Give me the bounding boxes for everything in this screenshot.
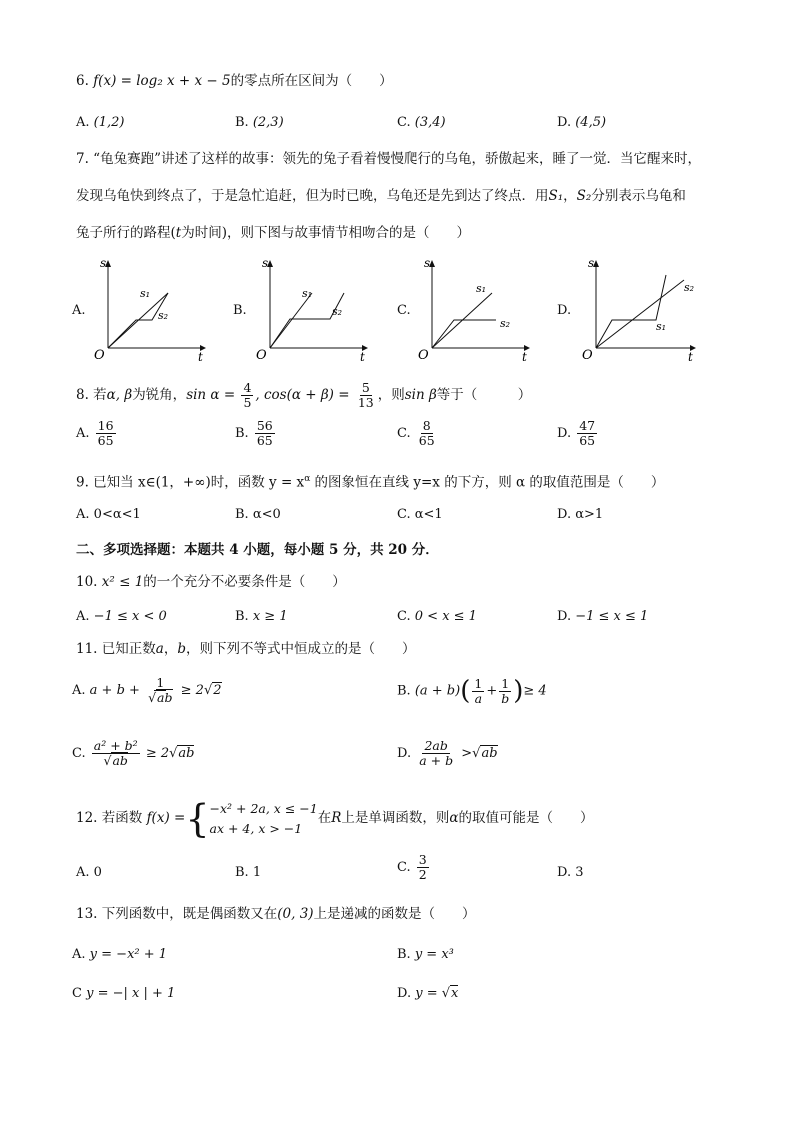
curve-label-1: s₁	[476, 282, 487, 295]
symbol-t: t	[175, 225, 182, 241]
question-7-line-3	[76, 224, 470, 242]
fraction	[255, 419, 275, 448]
denominator: a	[474, 690, 483, 706]
question-12	[76, 798, 594, 839]
denominator: √ab	[103, 753, 128, 768]
function-expression: f(x) = log₂ x + x − 5	[93, 73, 231, 89]
option-letter: D.	[557, 865, 572, 880]
option-d[interactable]	[557, 507, 603, 522]
option-a[interactable]: A. a + b + $\frac{1}{√ab}$ ≥ 2√2	[72, 675, 222, 705]
option-d[interactable]	[557, 303, 571, 318]
math: a + b +	[89, 683, 140, 698]
operator: +	[486, 683, 498, 699]
option-value: α<1	[414, 507, 443, 522]
option-a[interactable]	[76, 115, 125, 130]
fraction	[472, 677, 484, 706]
question-number: 10.	[76, 574, 98, 590]
numerator: a² + b²	[93, 738, 138, 753]
option-c[interactable]	[397, 419, 439, 448]
radicand: ab	[112, 753, 128, 768]
math: f(x) =	[146, 810, 186, 826]
text: 的图象恒在直线 y=x 的下方，则 α 的取值范围是（ ）	[310, 474, 665, 491]
math: , cos(α + β) =	[255, 387, 350, 403]
question-9	[76, 470, 664, 492]
option-letter: A.	[76, 865, 90, 880]
radicand: ab	[178, 746, 195, 761]
denominator: 5	[243, 395, 252, 410]
option-value: 3	[575, 865, 584, 880]
option-value: −1 ≤ x ≤ 1	[575, 609, 649, 624]
option-value: x ≥ 1	[252, 609, 288, 624]
text: 兔子所行的路程(	[76, 225, 176, 241]
numerator: 8	[422, 418, 431, 433]
axis-label-s: s	[100, 256, 107, 270]
option-letter: B.	[235, 115, 249, 130]
curve-label-1: s₁	[302, 287, 313, 300]
case-1: −x² + 2a, x ≤ −1	[209, 800, 318, 816]
text: 的取值可能是（ ）	[458, 810, 594, 826]
option-letter: A.	[76, 115, 90, 130]
option-b[interactable]	[235, 865, 261, 880]
option-b[interactable]	[235, 419, 277, 448]
origin-label: O	[418, 348, 429, 363]
option-a[interactable]	[76, 507, 141, 522]
graph-b	[254, 255, 374, 365]
numerator: 16	[97, 418, 114, 433]
option-letter: D.	[557, 115, 572, 130]
axis-label-s: s	[588, 256, 595, 270]
curve-label-1: s₂	[684, 281, 695, 294]
option-letter: B.	[397, 683, 411, 699]
symbol-s2: S₂	[576, 188, 592, 204]
tortoise-path	[270, 293, 312, 348]
option-value: (4,5)	[575, 115, 607, 130]
brace: {	[185, 796, 210, 841]
text: ，则下列不等式中恒成立的是（ ）	[185, 641, 416, 657]
curve-label-2: s₂	[500, 317, 511, 330]
axis-label-t: t	[360, 350, 365, 364]
numerator: 56	[256, 418, 273, 433]
question-6	[76, 72, 393, 90]
option-value: −1 ≤ x < 0	[93, 609, 167, 624]
fraction	[417, 739, 455, 768]
math: ≥ 2	[145, 746, 170, 761]
option-c[interactable]	[397, 853, 431, 882]
piecewise	[210, 799, 318, 839]
option-a[interactable]	[76, 609, 167, 624]
text: 上是递减的函数是（ ）	[313, 906, 476, 922]
option-letter: D.	[557, 507, 572, 522]
option-value: y = −| x | + 1	[86, 986, 176, 1001]
text: 发现乌龟快到终点了，于是急忙追赶，但为时已晚，乌龟还是先到达了终点．用	[76, 188, 549, 204]
option-d[interactable]: D. $\frac{2ab}{a + b}$ >√ab	[397, 738, 498, 768]
option-value: (2,3)	[252, 115, 284, 130]
question-number: 6.	[76, 73, 89, 89]
option-d[interactable]	[557, 115, 606, 130]
option-c[interactable]	[397, 609, 477, 624]
right-paren: )	[513, 676, 524, 706]
text: 为时间)，则下图与故事情节相吻合的是（ ）	[181, 225, 470, 241]
option-letter: C.	[397, 303, 411, 318]
math: ≥ 2	[180, 683, 204, 698]
fraction	[417, 419, 437, 448]
denominator: 65	[418, 433, 435, 448]
fraction	[92, 739, 140, 768]
option-d[interactable]	[557, 865, 584, 880]
option-c[interactable]: C. $\frac{\text{a² + b²}}{√ab}$ ≥ 2√ab	[72, 738, 195, 768]
option-c[interactable]	[72, 986, 175, 1001]
fraction	[356, 381, 376, 410]
numerator: 5	[361, 380, 370, 395]
fraction	[146, 676, 174, 705]
option-b[interactable]	[397, 947, 454, 962]
denominator: 65	[256, 433, 273, 448]
option-b[interactable]	[235, 507, 281, 522]
option-value: 0	[93, 865, 102, 880]
variables: α, β	[106, 387, 133, 403]
option-a[interactable]	[72, 303, 86, 318]
option-letter: D.	[397, 746, 412, 761]
option-c[interactable]	[397, 115, 446, 130]
option-d[interactable]: D. y = √x	[397, 986, 459, 1001]
math: >	[461, 746, 473, 761]
denominator: b	[501, 690, 510, 706]
option-letter: C.	[397, 609, 411, 624]
origin-label: O	[94, 348, 105, 363]
denominator: a + b	[419, 753, 454, 768]
question-7-line-2	[76, 187, 686, 205]
symbol-s1: S₁	[548, 188, 564, 204]
axis-label-t: t	[522, 350, 527, 364]
option-a[interactable]	[76, 865, 102, 880]
rabbit-path	[432, 320, 496, 348]
numerator: 4	[243, 380, 252, 395]
option-letter: D.	[557, 609, 572, 624]
option-value: y = x³	[414, 947, 454, 962]
denominator: 2	[418, 867, 427, 882]
axis-label-s: s	[262, 256, 269, 270]
option-letter: D.	[397, 986, 412, 1001]
denominator: 65	[579, 433, 596, 448]
left-paren: (	[460, 676, 471, 706]
text: ，	[163, 641, 178, 657]
question-11	[76, 640, 415, 658]
option-letter: C.	[72, 746, 86, 761]
numerator: 1	[474, 675, 483, 691]
fraction	[417, 853, 429, 882]
question-10	[76, 573, 346, 591]
text: 12. 若函数	[76, 810, 143, 826]
option-letter: C.	[397, 507, 411, 522]
option-d[interactable]	[557, 609, 648, 624]
option-value: 0<α<1	[93, 507, 141, 522]
option-letter: B.	[397, 947, 411, 962]
numerator: 2ab	[424, 738, 448, 753]
text: 13. 下列函数中，既是偶函数又在	[76, 906, 278, 922]
option-letter: C.	[397, 860, 411, 875]
question-text: 的一个充分不必要条件是（ ）	[143, 574, 346, 590]
question-text: 的零点所在区间为（ ）	[230, 73, 393, 89]
curve-label-1: s₁	[140, 287, 151, 300]
option-letter: B.	[235, 507, 249, 522]
origin-label: O	[256, 348, 267, 363]
tortoise-path	[596, 280, 684, 348]
text: 分别表示乌龟和	[591, 188, 686, 204]
denominator: 13	[357, 395, 374, 410]
math: R	[331, 810, 342, 826]
variable-a: a	[155, 641, 164, 657]
math: y =	[415, 986, 438, 1001]
curve-label-2: s₁	[656, 320, 667, 333]
math: sin α =	[186, 387, 236, 403]
denominator: 65	[97, 433, 114, 448]
option-letter: C.	[397, 115, 411, 130]
numerator: 1	[156, 675, 165, 690]
fraction	[96, 419, 116, 448]
axis-label-t: t	[688, 350, 693, 364]
option-letter: C	[72, 986, 82, 1001]
option-b[interactable]	[233, 303, 247, 318]
option-letter: D.	[557, 303, 572, 318]
option-a[interactable]	[72, 947, 167, 962]
fraction	[241, 381, 253, 410]
axis-label-s: s	[424, 256, 431, 270]
option-letter: A.	[72, 947, 86, 962]
denominator: √ab	[148, 690, 173, 705]
fraction	[499, 677, 511, 706]
radicand: ab	[157, 690, 173, 705]
math: ≥ 4	[523, 683, 547, 699]
question-7-line-1: 7. “龟兔赛跑”讲述了这样的故事：领先的兔子看着慢慢爬行的乌龟，骄傲起来，睡了一觉．当它醒来时，	[76, 151, 701, 167]
option-letter: A.	[72, 303, 86, 318]
rabbit-path	[270, 293, 344, 348]
numerator: 3	[418, 852, 427, 867]
fraction	[577, 419, 597, 448]
text: 为锐角，	[132, 387, 187, 403]
option-letter: A.	[76, 507, 90, 522]
option-value: 0 < x ≤ 1	[414, 609, 477, 624]
graph-c	[416, 255, 536, 365]
option-d[interactable]	[557, 419, 599, 448]
text: ，	[563, 188, 577, 204]
math: x² ≤ 1	[101, 574, 144, 590]
radicand: ab	[481, 746, 498, 761]
math: (0, 3)	[277, 906, 314, 922]
option-b[interactable]	[397, 676, 547, 706]
section-heading: 二、多项选择题：本题共 4 小题，每小题 5 分，共 20 分．	[76, 542, 439, 558]
option-b[interactable]	[235, 115, 284, 130]
option-letter: C.	[397, 426, 411, 441]
option-a[interactable]	[76, 419, 118, 448]
rabbit-path	[596, 275, 666, 348]
exponent: α	[304, 474, 311, 484]
question-8	[76, 381, 531, 410]
option-letter: B.	[233, 303, 247, 318]
axis-label-t: t	[198, 350, 203, 364]
radicand: x	[451, 986, 459, 1001]
option-value: α>1	[575, 507, 604, 522]
option-letter: A.	[72, 683, 86, 698]
option-letter: D.	[557, 426, 572, 441]
variable-b: b	[177, 641, 186, 657]
text: 在	[317, 810, 332, 826]
option-value: y = −x² + 1	[89, 947, 168, 962]
graph-d	[580, 255, 702, 365]
text: 9. 已知当 x∈(1，+∞)时，函数 y = x	[76, 474, 305, 491]
origin-label: O	[582, 348, 593, 363]
question-13	[76, 905, 476, 923]
option-letter: A.	[76, 609, 90, 624]
numerator: 1	[501, 675, 510, 691]
option-letter: B.	[235, 865, 249, 880]
option-b[interactable]	[235, 609, 288, 624]
option-letter: A.	[76, 426, 90, 441]
option-value: α<0	[252, 507, 281, 522]
curve-label-2: s₂	[332, 305, 343, 318]
option-c[interactable]	[397, 507, 443, 522]
radicand: 2	[213, 683, 222, 698]
math: sin β	[404, 387, 437, 403]
math: α	[449, 810, 459, 826]
text: 11. 已知正数	[76, 641, 156, 657]
text: 等于（ ）	[436, 387, 532, 403]
case-2: ax + 4, x > −1	[209, 820, 303, 836]
option-letter: B.	[235, 609, 249, 624]
curve-label-2: s₂	[158, 309, 169, 322]
option-value: (3,4)	[414, 115, 446, 130]
text: ，则	[377, 387, 405, 403]
numerator: 47	[579, 418, 596, 433]
text: 上是单调函数，则	[341, 810, 450, 826]
text: 8. 若	[76, 387, 107, 403]
option-value: (1,2)	[93, 115, 125, 130]
option-letter: B.	[235, 426, 249, 441]
math: (a + b)	[414, 683, 461, 699]
graph-a	[92, 255, 212, 365]
option-c[interactable]	[397, 303, 411, 318]
option-value: 1	[252, 865, 262, 880]
